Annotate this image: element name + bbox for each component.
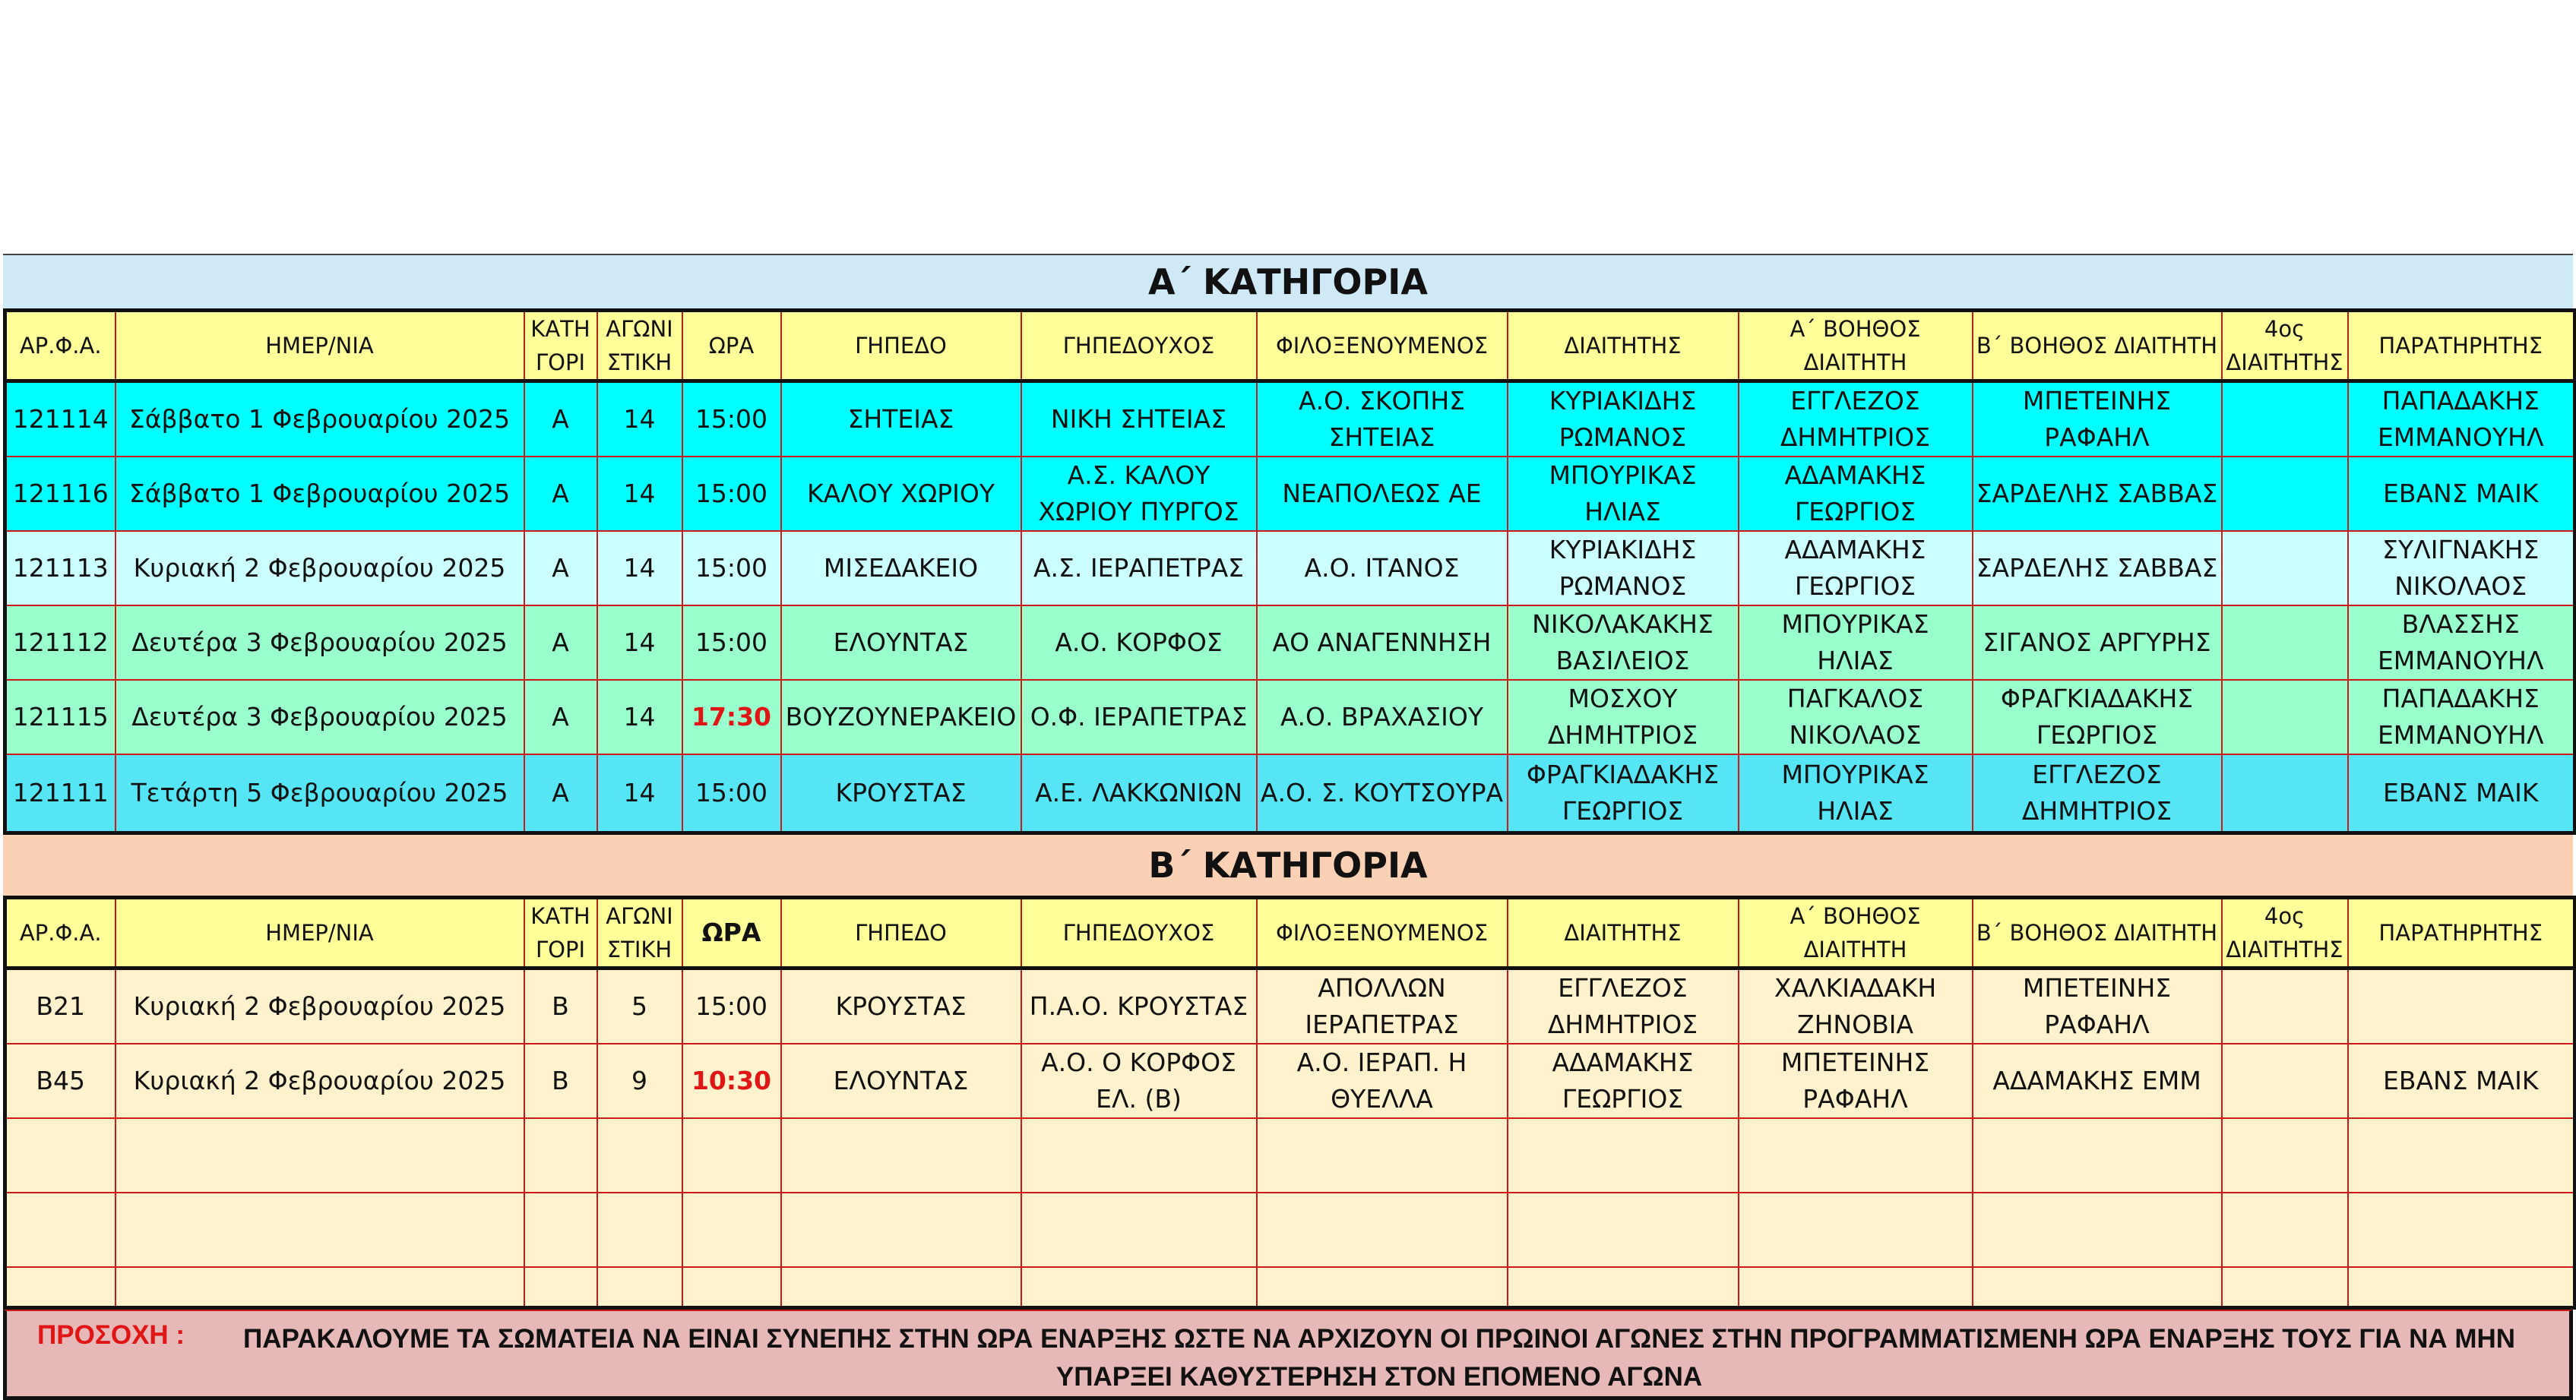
time-cell: 17:30 bbox=[682, 680, 781, 754]
category-cell: Α bbox=[524, 605, 597, 680]
assistant-2-cell: ΦΡΑΓΚΙΑΔΑΚΗΣ ΓΕΩΡΓΙΟΣ bbox=[1973, 680, 2222, 754]
category-a-title: Α΄ ΚΑΤΗΓΟΡΙΑ bbox=[3, 254, 2573, 308]
assistant-1-cell: ΜΠΟΥΡΙΚΑΣ ΗΛΙΑΣ bbox=[1739, 754, 1973, 833]
observer-cell: ΒΛΑΣΣΗΣ ΕΜΜΑΝΟΥΗΛ bbox=[2348, 605, 2575, 680]
time-cell: 15:00 bbox=[682, 969, 781, 1044]
category-cell: Β bbox=[524, 1044, 597, 1118]
time-cell: 10:30 bbox=[682, 1044, 781, 1118]
match-id-cell: 121111 bbox=[5, 754, 116, 833]
observer-cell: ΣΥΛΙΓΝΑΚΗΣ ΝΙΚΟΛΑΟΣ bbox=[2348, 531, 2575, 605]
category-a-table bbox=[3, 308, 2576, 835]
referee-cell: ΜΠΟΥΡΙΚΑΣ ΗΛΙΑΣ bbox=[1508, 457, 1739, 531]
empty-cell bbox=[1257, 1193, 1508, 1267]
col-header-category: ΚΑΤΗ ΓΟΡΙ bbox=[524, 311, 597, 381]
home-team-cell: Α.Σ. ΙΕΡΑΠΕΤΡΑΣ bbox=[1021, 531, 1257, 605]
empty-cell bbox=[1973, 1267, 2222, 1308]
round-cell: 14 bbox=[597, 605, 682, 680]
round-cell: 14 bbox=[597, 381, 682, 457]
col-header-referee: ΔΙΑΙΤΗΤΗΣ bbox=[1508, 311, 1739, 381]
empty-cell bbox=[524, 1267, 597, 1308]
empty-table-row bbox=[5, 1118, 2575, 1193]
away-team-cell: ΑΠΟΛΛΩΝ ΙΕΡΑΠΕΤΡΑΣ bbox=[1257, 969, 1508, 1044]
empty-cell bbox=[597, 1118, 682, 1193]
fourth-official-cell bbox=[2222, 531, 2348, 605]
referee-cell: ΦΡΑΓΚΙΑΔΑΚΗΣ ΓΕΩΡΓΙΟΣ bbox=[1508, 754, 1739, 833]
referee-cell: ΝΙΚΟΛΑΚΑΚΗΣ ΒΑΣΙΛΕΙΟΣ bbox=[1508, 605, 1739, 680]
observer-cell bbox=[2348, 969, 2575, 1044]
time-cell: 15:00 bbox=[682, 605, 781, 680]
assistant-1-cell: ΑΔΑΜΑΚΗΣ ΓΕΩΡΓΙΟΣ bbox=[1739, 457, 1973, 531]
col-header-home: ΓΗΠΕΔΟΥΧΟΣ bbox=[1021, 311, 1257, 381]
empty-cell bbox=[2222, 1267, 2348, 1308]
col-header-referee: ΔΙΑΙΤΗΤΗΣ bbox=[1508, 898, 1739, 969]
assistant-2-cell: ΣΑΡΔΕΛΗΣ ΣΑΒΒΑΣ bbox=[1973, 531, 2222, 605]
empty-cell bbox=[2222, 1193, 2348, 1267]
col-header-home: ΓΗΠΕΔΟΥΧΟΣ bbox=[1021, 898, 1257, 969]
date-cell: Τετάρτη 5 Φεβρουαρίου 2025 bbox=[116, 754, 524, 833]
category-b-header-row bbox=[5, 898, 2575, 969]
match-id-cell: 121113 bbox=[5, 531, 116, 605]
assistant-1-cell: ΜΠΟΥΡΙΚΑΣ ΗΛΙΑΣ bbox=[1739, 605, 1973, 680]
observer-cell: ΕΒΑΝΣ ΜΑΙΚ bbox=[2348, 754, 2575, 833]
field-cell: ΚΡΟΥΣΤΑΣ bbox=[781, 754, 1021, 833]
col-header-away: ΦΙΛΟΞΕΝΟΥΜΕΝΟΣ bbox=[1257, 311, 1508, 381]
empty-cell bbox=[781, 1118, 1021, 1193]
category-cell: Α bbox=[524, 381, 597, 457]
date-cell: Κυριακή 2 Φεβρουαρίου 2025 bbox=[116, 1044, 524, 1118]
referee-cell: ΜΟΣΧΟΥ ΔΗΜΗΤΡΙΟΣ bbox=[1508, 680, 1739, 754]
date-cell: Κυριακή 2 Φεβρουαρίου 2025 bbox=[116, 531, 524, 605]
referee-cell: ΚΥΡΙΑΚΙΔΗΣ ΡΩΜΑΝΟΣ bbox=[1508, 531, 1739, 605]
table-row bbox=[5, 457, 2575, 531]
match-id-cell: 121116 bbox=[5, 457, 116, 531]
col-header-date: ΗΜΕΡ/ΝΙΑ bbox=[116, 311, 524, 381]
round-cell: 5 bbox=[597, 969, 682, 1044]
referee-cell: ΑΔΑΜΑΚΗΣ ΓΕΩΡΓΙΟΣ bbox=[1508, 1044, 1739, 1118]
empty-cell bbox=[5, 1193, 116, 1267]
col-header-fourth-official: 4ος ΔΙΑΙΤΗΤΗΣ bbox=[2222, 898, 2348, 969]
category-cell: Α bbox=[524, 680, 597, 754]
col-header-away: ΦΙΛΟΞΕΝΟΥΜΕΝΟΣ bbox=[1257, 898, 1508, 969]
col-header-assistant-1: Α΄ ΒΟΗΘΟΣ ΔΙΑΙΤΗΤΗ bbox=[1739, 898, 1973, 969]
col-header-assistant-1: Α΄ ΒΟΗΘΟΣ ΔΙΑΙΤΗΤΗ bbox=[1739, 311, 1973, 381]
away-team-cell: Α.Ο. ΙΤΑΝΟΣ bbox=[1257, 531, 1508, 605]
match-id-cell: B45 bbox=[5, 1044, 116, 1118]
col-header-observer: ΠΑΡΑΤΗΡΗΤΗΣ bbox=[2348, 898, 2575, 969]
observer-cell: ΠΑΠΑΔΑΚΗΣ ΕΜΜΑΝΟΥΗΛ bbox=[2348, 680, 2575, 754]
time-cell: 15:00 bbox=[682, 531, 781, 605]
away-team-cell: Α.Ο. ΙΕΡΑΠ. Η ΘΥΕΛΛΑ bbox=[1257, 1044, 1508, 1118]
assistant-1-cell: ΕΓΓΛΕΖΟΣ ΔΗΜΗΤΡΙΟΣ bbox=[1739, 381, 1973, 457]
category-cell: Α bbox=[524, 531, 597, 605]
fourth-official-cell bbox=[2222, 969, 2348, 1044]
assistant-1-cell: ΠΑΓΚΑΛΟΣ ΝΙΚΟΛΑΟΣ bbox=[1739, 680, 1973, 754]
assistant-2-cell: ΣΙΓΑΝΟΣ ΑΡΓΥΡΗΣ bbox=[1973, 605, 2222, 680]
category-b-table bbox=[3, 896, 2576, 1310]
assistant-1-cell: ΑΔΑΜΑΚΗΣ ΓΕΩΡΓΙΟΣ bbox=[1739, 531, 1973, 605]
fourth-official-cell bbox=[2222, 457, 2348, 531]
empty-cell bbox=[1021, 1118, 1257, 1193]
empty-cell bbox=[682, 1118, 781, 1193]
empty-cell bbox=[781, 1267, 1021, 1308]
round-cell: 14 bbox=[597, 457, 682, 531]
match-id-cell: 121112 bbox=[5, 605, 116, 680]
observer-cell: ΕΒΑΝΣ ΜΑΙΚ bbox=[2348, 457, 2575, 531]
table-row bbox=[5, 754, 2575, 833]
empty-cell bbox=[1257, 1118, 1508, 1193]
empty-cell bbox=[1508, 1267, 1739, 1308]
home-team-cell: Ο.Φ. ΙΕΡΑΠΕΤΡΑΣ bbox=[1021, 680, 1257, 754]
empty-table-row bbox=[5, 1193, 2575, 1267]
empty-cell bbox=[1508, 1193, 1739, 1267]
empty-cell bbox=[524, 1118, 597, 1193]
empty-cell bbox=[597, 1267, 682, 1308]
date-cell: Σάββατο 1 Φεβρουαρίου 2025 bbox=[116, 457, 524, 531]
empty-cell bbox=[1021, 1267, 1257, 1308]
empty-cell bbox=[682, 1267, 781, 1308]
col-header-category: ΚΑΤΗ ΓΟΡΙ bbox=[524, 898, 597, 969]
category-cell: Β bbox=[524, 969, 597, 1044]
col-header-field: ΓΗΠΕΔΟ bbox=[781, 311, 1021, 381]
empty-cell bbox=[781, 1193, 1021, 1267]
home-team-cell: Α.Ε. ΛΑΚΚΩΝΙΩΝ bbox=[1021, 754, 1257, 833]
table-row bbox=[5, 605, 2575, 680]
empty-cell bbox=[1739, 1193, 1973, 1267]
table-row bbox=[5, 1044, 2575, 1118]
category-a-header-row bbox=[5, 311, 2575, 381]
fourth-official-cell bbox=[2222, 680, 2348, 754]
empty-cell bbox=[1973, 1118, 2222, 1193]
field-cell: ΕΛΟΥΝΤΑΣ bbox=[781, 1044, 1021, 1118]
notice-message: ΠΑΡΑΚΑΛΟΥΜΕ ΤΑ ΣΩΜΑΤΕΙΑ ΝΑ ΕΙΝΑΙ ΣΥΝΕΠΗΣ ΣΤΗΝ ΩΡΑ ΕΝΑΡΞΗΣ ΩΣΤΕ ΝΑ ΑΡΧΙΖΟΥΝ ΟΙ ΠΡΩΙΝΟΙ ΑΓΩΝΕΣ ΣΤΗΝ ΠΡΟΓΡΑΜΜΑΤΙΣΜΕΝΗ ΩΡΑ ΕΝΑΡΞΗΣ ΤΟΥΣ ΓΙΑ ΝΑ ΜΗΝ ΥΠΑΡΞΕΙ ΚΑΘΥΣΤΕΡΗΣΗ ΣΤΟΝ ΕΠΟΜΕΝΟ ΑΓΩΝΑ bbox=[242, 1324, 2516, 1392]
empty-cell bbox=[2348, 1267, 2575, 1308]
col-header-time: ΩΡΑ bbox=[682, 898, 781, 969]
time-cell: 15:00 bbox=[682, 457, 781, 531]
referee-cell: ΕΓΓΛΕΖΟΣ ΔΗΜΗΤΡΙΟΣ bbox=[1508, 969, 1739, 1044]
fourth-official-cell bbox=[2222, 381, 2348, 457]
round-cell: 14 bbox=[597, 680, 682, 754]
empty-cell bbox=[524, 1193, 597, 1267]
col-header-round: ΑΓΩΝΙ ΣΤΙΚΗ bbox=[597, 311, 682, 381]
match-id-cell: B21 bbox=[5, 969, 116, 1044]
away-team-cell: ΝΕΑΠΟΛΕΩΣ ΑΕ bbox=[1257, 457, 1508, 531]
col-header-assistant-2: Β΄ ΒΟΗΘΟΣ ΔΙΑΙΤΗΤΗ bbox=[1973, 311, 2222, 381]
away-team-cell: Α.Ο. ΒΡΑΧΑΣΙΟΥ bbox=[1257, 680, 1508, 754]
field-cell: ΣΗΤΕΙΑΣ bbox=[781, 381, 1021, 457]
round-cell: 14 bbox=[597, 531, 682, 605]
date-cell: Κυριακή 2 Φεβρουαρίου 2025 bbox=[116, 969, 524, 1044]
empty-cell bbox=[5, 1118, 116, 1193]
assistant-2-cell: ΑΔΑΜΑΚΗΣ ΕΜΜ bbox=[1973, 1044, 2222, 1118]
date-cell: Σάββατο 1 Φεβρουαρίου 2025 bbox=[116, 381, 524, 457]
col-header-assistant-2: Β΄ ΒΟΗΘΟΣ ΔΙΑΙΤΗΤΗ bbox=[1973, 898, 2222, 969]
empty-cell bbox=[2348, 1193, 2575, 1267]
empty-cell bbox=[5, 1267, 116, 1308]
referee-cell: ΚΥΡΙΑΚΙΔΗΣ ΡΩΜΑΝΟΣ bbox=[1508, 381, 1739, 457]
empty-cell bbox=[597, 1193, 682, 1267]
field-cell: ΚΡΟΥΣΤΑΣ bbox=[781, 969, 1021, 1044]
field-cell: ΚΑΛΟΥ ΧΩΡΙΟΥ bbox=[781, 457, 1021, 531]
fourth-official-cell bbox=[2222, 1044, 2348, 1118]
col-header-fourth-official: 4ος ΔΙΑΙΤΗΤΗΣ bbox=[2222, 311, 2348, 381]
category-b-title: Β΄ ΚΑΤΗΓΟΡΙΑ bbox=[3, 835, 2573, 896]
table-row bbox=[5, 531, 2575, 605]
empty-cell bbox=[2348, 1118, 2575, 1193]
notice-label: ΠΡΟΣΟΧΗ : bbox=[37, 1320, 185, 1350]
col-header-field: ΓΗΠΕΔΟ bbox=[781, 898, 1021, 969]
table-row bbox=[5, 381, 2575, 457]
home-team-cell: Α.Σ. ΚΑΛΟΥ ΧΩΡΙΟΥ ΠΥΡΓΟΣ bbox=[1021, 457, 1257, 531]
home-team-cell: Π.Α.Ο. ΚΡΟΥΣΤΑΣ bbox=[1021, 969, 1257, 1044]
empty-cell bbox=[1257, 1267, 1508, 1308]
observer-cell: ΠΑΠΑΔΑΚΗΣ ΕΜΜΑΝΟΥΗΛ bbox=[2348, 381, 2575, 457]
notice-banner bbox=[3, 1310, 2573, 1400]
empty-cell bbox=[1508, 1118, 1739, 1193]
match-id-cell: 121115 bbox=[5, 680, 116, 754]
round-cell: 9 bbox=[597, 1044, 682, 1118]
empty-cell bbox=[1739, 1267, 1973, 1308]
assistant-2-cell: ΕΓΓΛΕΖΟΣ ΔΗΜΗΤΡΙΟΣ bbox=[1973, 754, 2222, 833]
empty-cell bbox=[1739, 1118, 1973, 1193]
away-team-cell: Α.Ο. ΣΚΟΠΗΣ ΣΗΤΕΙΑΣ bbox=[1257, 381, 1508, 457]
home-team-cell: ΝΙΚΗ ΣΗΤΕΙΑΣ bbox=[1021, 381, 1257, 457]
assistant-2-cell: ΣΑΡΔΕΛΗΣ ΣΑΒΒΑΣ bbox=[1973, 457, 2222, 531]
time-cell: 15:00 bbox=[682, 381, 781, 457]
field-cell: ΒΟΥΖΟΥΝΕΡΑΚΕΙΟ bbox=[781, 680, 1021, 754]
time-cell: 15:00 bbox=[682, 754, 781, 833]
empty-cell bbox=[1021, 1193, 1257, 1267]
date-cell: Δευτέρα 3 Φεβρουαρίου 2025 bbox=[116, 605, 524, 680]
assistant-2-cell: ΜΠΕΤΕΙΝΗΣ ΡΑΦΑΗΛ bbox=[1973, 381, 2222, 457]
assistant-1-cell: ΧΑΛΚΙΑΔΑΚΗ ΖΗΝΟΒΙΑ bbox=[1739, 969, 1973, 1044]
col-header-observer: ΠΑΡΑΤΗΡΗΤΗΣ bbox=[2348, 311, 2575, 381]
empty-cell bbox=[116, 1193, 524, 1267]
table-row bbox=[5, 969, 2575, 1044]
empty-cell bbox=[1973, 1193, 2222, 1267]
empty-cell bbox=[682, 1193, 781, 1267]
away-team-cell: Α.Ο. Σ. ΚΟΥΤΣΟΥΡΑ bbox=[1257, 754, 1508, 833]
round-cell: 14 bbox=[597, 754, 682, 833]
col-header-round: ΑΓΩΝΙ ΣΤΙΚΗ bbox=[597, 898, 682, 969]
assistant-1-cell: ΜΠΕΤΕΙΝΗΣ ΡΑΦΑΗΛ bbox=[1739, 1044, 1973, 1118]
empty-table-row bbox=[5, 1267, 2575, 1308]
observer-cell: ΕΒΑΝΣ ΜΑΙΚ bbox=[2348, 1044, 2575, 1118]
match-id-cell: 121114 bbox=[5, 381, 116, 457]
empty-cell bbox=[2222, 1118, 2348, 1193]
category-cell: Α bbox=[524, 457, 597, 531]
fourth-official-cell bbox=[2222, 605, 2348, 680]
empty-cell bbox=[116, 1267, 524, 1308]
fourth-official-cell bbox=[2222, 754, 2348, 833]
col-header-date: ΗΜΕΡ/ΝΙΑ bbox=[116, 898, 524, 969]
category-a-rows bbox=[5, 381, 2575, 833]
category-cell: Α bbox=[524, 754, 597, 833]
category-b-rows bbox=[5, 969, 2575, 1308]
date-cell: Δευτέρα 3 Φεβρουαρίου 2025 bbox=[116, 680, 524, 754]
col-header-time: ΩΡΑ bbox=[682, 311, 781, 381]
away-team-cell: ΑΟ ΑΝΑΓΕΝΝΗΣΗ bbox=[1257, 605, 1508, 680]
col-header-id: ΑΡ.Φ.Α. bbox=[5, 898, 116, 969]
home-team-cell: Α.Ο. ΚΟΡΦΟΣ bbox=[1021, 605, 1257, 680]
field-cell: ΜΙΣΕΔΑΚΕΙΟ bbox=[781, 531, 1021, 605]
home-team-cell: Α.Ο. Ο ΚΟΡΦΟΣ ΕΛ. (Β) bbox=[1021, 1044, 1257, 1118]
schedule-sheet bbox=[3, 254, 2573, 1400]
assistant-2-cell: ΜΠΕΤΕΙΝΗΣ ΡΑΦΑΗΛ bbox=[1973, 969, 2222, 1044]
table-row bbox=[5, 680, 2575, 754]
field-cell: ΕΛΟΥΝΤΑΣ bbox=[781, 605, 1021, 680]
empty-cell bbox=[116, 1118, 524, 1193]
col-header-id: ΑΡ.Φ.Α. bbox=[5, 311, 116, 381]
